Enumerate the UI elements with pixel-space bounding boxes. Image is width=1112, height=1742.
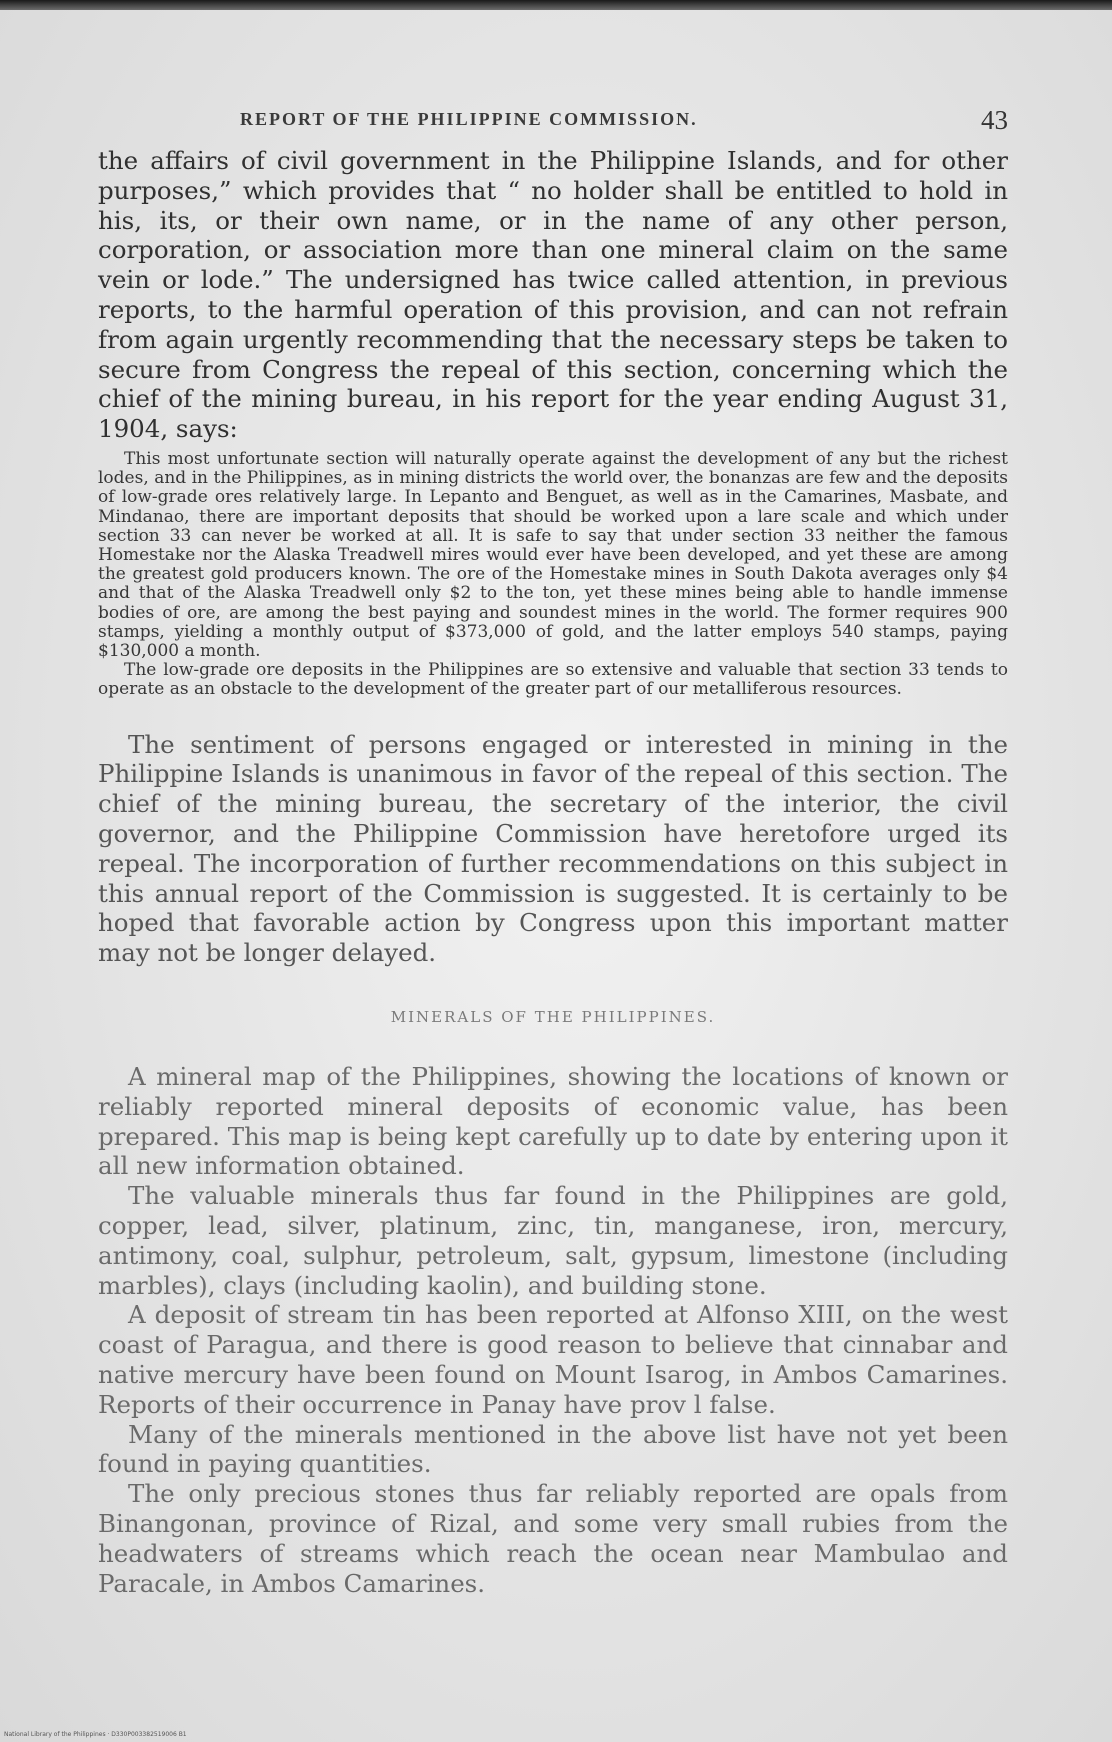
paragraph-4: The valuable minerals thus far found in the Philippines are gold, copper, lead, silver, platinum, zinc, tin, manganese, iron, mercury, antimony, coal, sulphur, petroleum, salt, gypsum, limestone (including marbles), clays (including kaolin), and building stone. bbox=[98, 1181, 1008, 1300]
section-heading: MINERALS OF THE PHILIPPINES. bbox=[390, 1007, 716, 1026]
page-body bbox=[98, 146, 1008, 1598]
paragraph-1: the affairs of civil government in the Philippine Islands, and for other purposes,” which provides that “ no holder shall be entitled to hold in his, its, or their own name, or in the name of any other person, corporation, or association more than one mineral claim on the same vein or lode.” The undersigned has twice called attention, in previous reports, to the harmful operation of this provision, and can not refrain from again urgently recommending that the necessary steps be taken to secure from Congress the repeal of this section, concerning which the chief of the mining bureau, in his report for the year ending August 31, 1904, says: bbox=[98, 146, 1008, 444]
paragraph-7: The only precious stones thus far reliably reported are opals from Binangonan, province of Rizal, and some very small rubies from the headwaters of streams which reach the ocean near Mambulao and Paracale, in Ambos Camarines. bbox=[98, 1479, 1008, 1598]
archive-credit: National Library of the Philippines · D330P003382519006 B1 bbox=[4, 1731, 187, 1738]
page-number: 43 bbox=[981, 105, 1008, 135]
quoted-paragraph-2: The low-grade ore deposits in the Philippines are so extensive and valuable that section 33 tends to operate as an obstacle to the development of the greater part of our metalliferous resources. bbox=[98, 660, 1008, 700]
running-title: REPORT OF THE PHILIPPINE COMMISSION. bbox=[240, 109, 698, 129]
quoted-paragraph-1: This most unfortunate section will naturally operate against the development of any but the richest lodes, and in the Philippines, as in mining districts the world over, the bonanzas are few and the deposits of low-grade ores relatively large. In Lepanto and Benguet, as well as in the Camarines, Masbate, and Mindanao, there are important deposits that should be worked upon a lare scale and which under section 33 can never be worked at all. It is safe to say that under section 33 neither the famous Homestake nor the Alaska Treadwell mires would ever have been developed, and yet these are among the greatest gold producers known. The ore of the Homestake mines in South Dakota averages only $4 and that of the Alaska Treadwell only $2 to the ton, yet these mines being able to handle immense bodies of ore, are among the best paying and soundest mines in the world. The former requires 900 stamps, yielding a monthly output of $373,000 of gold, and the latter employs 540 stamps, paying $130,000 a month. bbox=[98, 448, 1008, 661]
paragraph-5: A deposit of stream tin has been reported at Alfonso XIII, on the west coast of Paragua, and there is good reason to believe that cinnabar and native mercury have been found on Mount Isarog, in Ambos Camarines. Reports of their occurrence in Panay have prov l false. bbox=[98, 1300, 1008, 1419]
page-header bbox=[98, 105, 1008, 139]
paragraph-6: Many of the minerals mentioned in the above list have not yet been found in paying quantities. bbox=[98, 1419, 1008, 1479]
paragraph-3: A mineral map of the Philippines, showing the locations of known or reliably reported mineral deposits of economic value, has been prepared. This map is being kept carefully up to date by entering upon it all new information obtained. bbox=[98, 1061, 1008, 1181]
paragraph-2: The sentiment of persons engaged or interested in mining in the Philippine Islands is unanimous in favor of the repeal of this section. The chief of the mining bureau, the secretary of the interior, the civil governor, and the Philippine Commission have heretofore urged its repeal. The incorporation of further recommendations on this subject in this annual report of the Commission is suggested. It is certainly to be hoped that favorable action by Congress upon this important matter may not be longer delayed. bbox=[98, 729, 1008, 968]
